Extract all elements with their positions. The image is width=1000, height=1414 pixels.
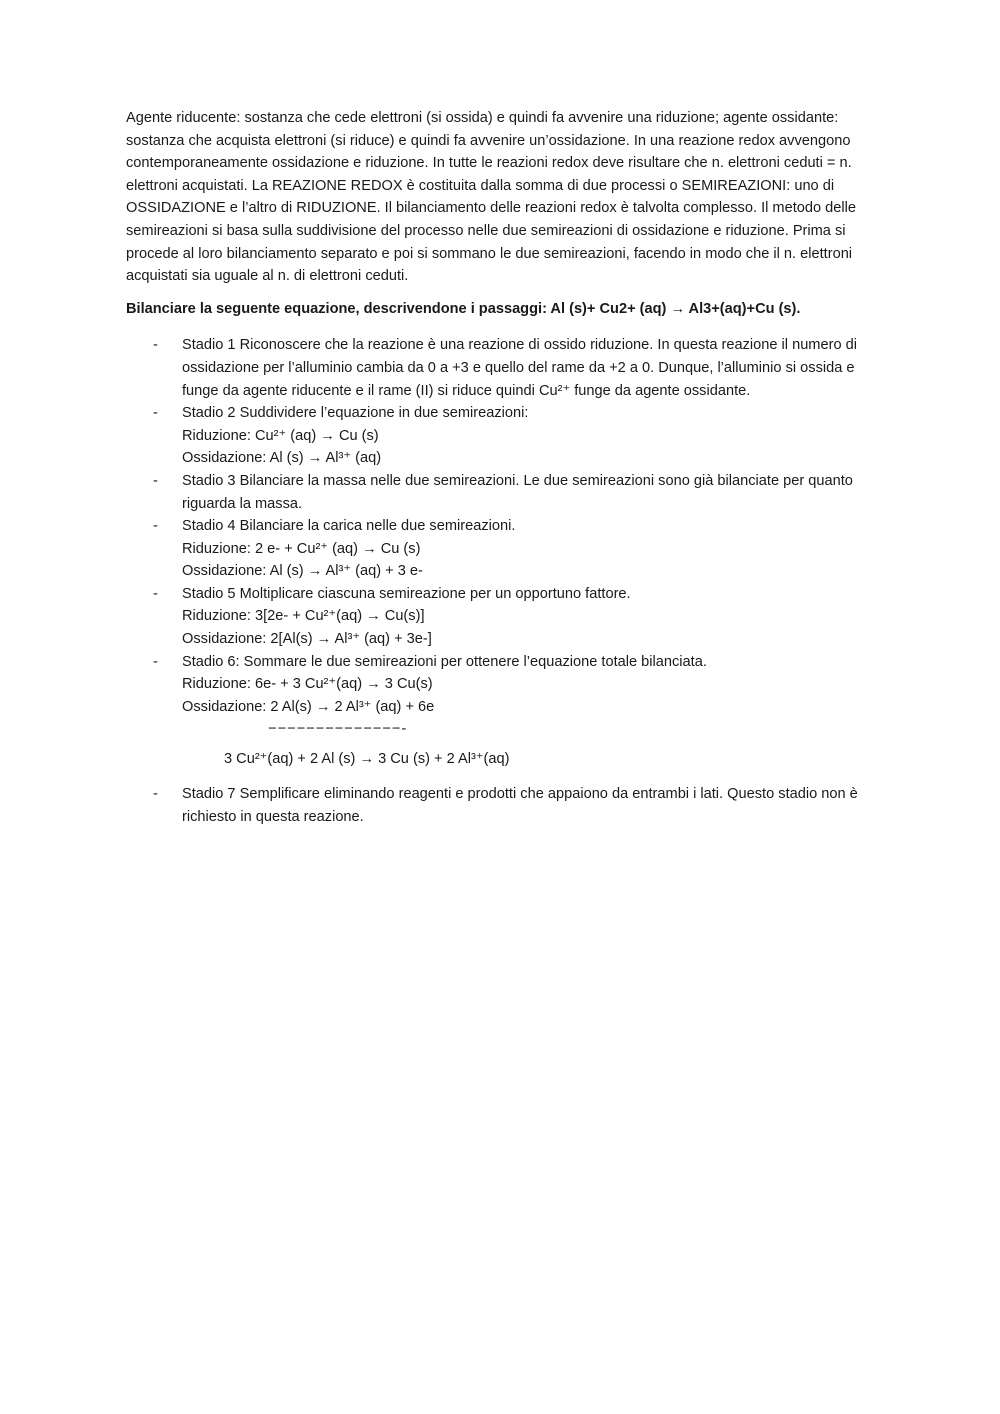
step-3	[126, 470, 866, 515]
bullet-dash: -	[153, 585, 158, 602]
intro-paragraph: Agente riducente: sostanza che cede elettroni (si ossida) e quindi fa avvenire una riduzione; agente ossidante: sostanza che acquista elettroni (si riduce) e quindi fa avvenire un’ossidazione. In una reazione redox avvengono contemporaneamente ossidazione e riduzione. In tutte le reazioni redox deve risultare che n. elettroni ceduti = n. elettroni acquistati. La REAZIONE REDOX è costituita dalla somma di due processi o SEMIREAZIONI: uno di OSSIDAZIONE e l’altro di RIDUZIONE. Il bilanciamento delle reazioni redox è talvolta complesso. Il metodo delle semireazioni si basa sulla suddivisione del processo nelle due semireazioni di ossidazione e riduzione. Prima si procede al loro bilanciamento separato e poi si sommano le due semireazioni, facendo in modo che il n. elettroni acquistati sia uguale al n. di elettroni ceduti.	[126, 110, 856, 285]
task-heading: Bilanciare la seguente equazione, descrivendone i passaggi: Al (s)+ Cu2+ (aq) → Al3+(aq)+Cu (s).	[126, 300, 801, 317]
document-page	[126, 107, 866, 828]
bullet-dash: -	[153, 405, 158, 422]
step-5	[126, 583, 866, 651]
step-6-reduction: Riduzione: 6e- + 3 Cu²⁺(aq) → 3 Cu(s)	[182, 676, 433, 693]
step-1	[126, 334, 866, 402]
step-3-text: Stadio 3 Bilanciare la massa nelle due semireazioni. Le due semireazioni sono già bilanciate per quanto riguarda la massa.	[182, 472, 853, 512]
step-2-text: Stadio 2 Suddividere l’equazione in due semireazioni:	[182, 405, 529, 422]
step-4	[126, 515, 866, 583]
step-5-reduction: Riduzione: 3[2e- + Cu²⁺(aq) → Cu(s)]	[182, 608, 425, 625]
sum-rule: −−−−−−−−−−−−−−-	[268, 721, 408, 738]
bullet-dash: -	[153, 518, 158, 535]
bullet-dash: -	[153, 653, 158, 670]
bullet-dash: -	[153, 337, 158, 354]
step-5-oxidation: Ossidazione: 2[Al(s) → Al³⁺ (aq) + 3e-]	[182, 631, 432, 648]
step-4-reduction: Riduzione: 2 e- + Cu²⁺ (aq) → Cu (s)	[182, 540, 421, 557]
step-7	[126, 783, 866, 828]
step-7-text: Stadio 7 Semplificare eliminando reagenti e prodotti che appaiono da entrambi i lati. Questo stadio non è richiesto in questa reazione.	[182, 786, 858, 825]
step-6	[126, 651, 866, 771]
step-6-oxidation: Ossidazione: 2 Al(s) → 2 Al³⁺ (aq) + 6e	[182, 698, 435, 715]
steps-list	[126, 334, 866, 828]
step-2	[126, 402, 866, 470]
step-1-text: Stadio 1 Riconoscere che la reazione è una reazione di ossido riduzione. In questa reazione il numero di ossidazione per l’alluminio cambia da 0 a +3 e quello del rame da +2 a 0. Dunque, l’alluminio si ossida e funge da agente riducente e il rame (II) si riduce quindi Cu²⁺ funge da agente ossidante.	[182, 337, 857, 399]
total-equation: 3 Cu²⁺(aq) + 2 Al (s) → 3 Cu (s) + 2 Al³⁺(aq)	[224, 751, 510, 768]
step-6-text: Stadio 6: Sommare le due semireazioni per ottenere l’equazione totale bilanciata.	[182, 653, 707, 670]
step-2-oxidation: Ossidazione: Al (s) → Al³⁺ (aq)	[182, 450, 382, 467]
step-5-text: Stadio 5 Moltiplicare ciascuna semireazione per un opportuno fattore.	[182, 585, 631, 602]
step-2-reduction: Riduzione: Cu²⁺ (aq) → Cu (s)	[182, 427, 379, 444]
step-4-oxidation: Ossidazione: Al (s) → Al³⁺ (aq) + 3 e-	[182, 563, 423, 580]
step-4-text: Stadio 4 Bilanciare la carica nelle due semireazioni.	[182, 518, 516, 535]
bullet-dash: -	[153, 472, 158, 489]
bullet-dash: -	[153, 786, 158, 803]
